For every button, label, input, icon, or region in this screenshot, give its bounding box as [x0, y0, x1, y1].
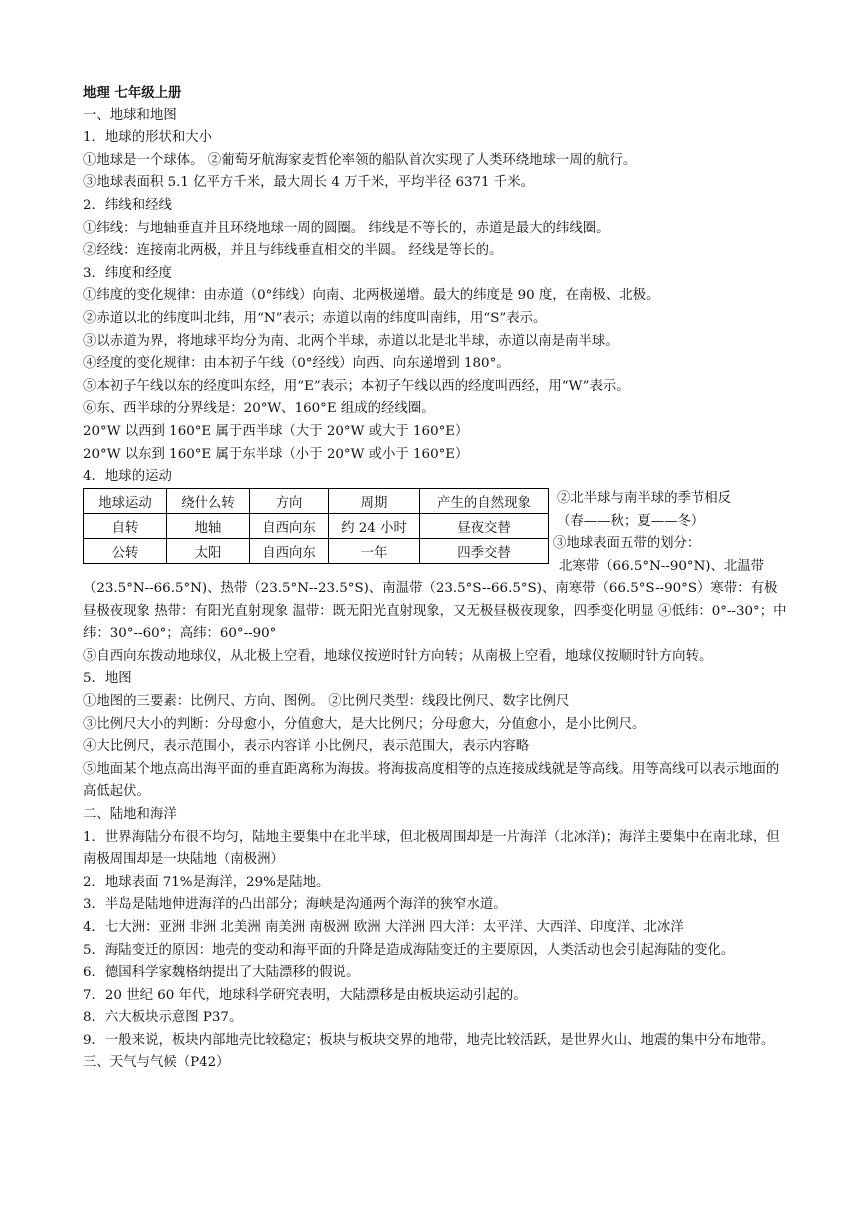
table-cell: 自西向东 — [250, 514, 329, 539]
text-line: ③地球表面积 5.1 亿平方千米，最大周长 4 万千米，平均半径 6371 千米。 — [83, 175, 534, 191]
text-line: 20°W 以西到 160°E 属于西半球（大于 20°W 或大于 160°E） — [83, 423, 469, 439]
text-line: 4．七大洲：亚洲 非洲 北美洲 南美洲 南极洲 欧洲 大洋洲 四大洋：太平洋、大西洋、印度洋、北冰洋 — [83, 919, 684, 935]
land-paragraph: 1．世界海陆分布很不均匀，陆地主要集中在北半球，但北极周围却是一片海洋（北冰洋)；海洋主要集中在南北球，但南极周围却是一块陆地（南极洲） — [83, 829, 780, 868]
text-line: 1．地球的形状和大小 — [83, 130, 213, 146]
text-line: ②赤道以北的纬度叫北纬，用“N”表示；赤道以南的纬度叫南纬，用“S”表示。 — [83, 310, 547, 326]
text-line: ④大比例尺，表示范围小，表示内容详 小比例尺，表示范围大，表示内容略 — [83, 739, 530, 755]
text-line: 20°W 以东到 160°E 属于东半球（小于 20°W 或小于 160°E） — [83, 446, 469, 462]
text-line: 6．德国科学家魏格纳提出了大陆漂移的假说。 — [83, 965, 360, 981]
text-line: ③比例尺大小的判断：分母愈小，分值愈大，是大比例尺；分母愈大，分值愈小，是小比例尺。 — [83, 716, 646, 732]
text-line: ②经线：连接南北两极，并且与纬线垂直相交的半圆。 经线是等长的。 — [83, 243, 503, 259]
side-note: ②北半球与南半球的季节相反 — [557, 491, 732, 506]
text-line: ④经度的变化规律：由本初子午线（0°经线）向西、向东递增到 180°。 — [83, 356, 510, 372]
text-line: 7．20 世纪 60 年代，地球科学研究表明，大陆漂移是由板块运动引起的。 — [83, 987, 527, 1003]
season-notes — [553, 488, 764, 578]
text-line: ⑥东、西半球的分界线是：20°W、160°E 组成的经线圈。 — [83, 401, 435, 417]
side-note: 北寒带（66.5°N--90°N)、北温带 — [559, 558, 765, 574]
table-row — [84, 539, 549, 564]
text-line: ①纬度的变化规律：由赤道（0°纬线）向南、北两极递增。最大的纬度是 90 度，在南极、北极。 — [83, 288, 660, 304]
table-row — [84, 514, 549, 539]
text-line: 3．纬度和经度 — [83, 265, 172, 281]
text-line: ①地图的三要素：比例尺、方向、图例。 ②比例尺类型：线段比例尺、数字比例尺 — [83, 693, 570, 709]
text-line: 2．纬线和经线 — [83, 197, 172, 213]
section-heading: 二、陆地和海洋 — [83, 806, 177, 822]
text-line: ①纬线：与地轴垂直并且环绕地球一周的圆圈。 纬线是不等长的，赤道是最大的纬线圈。 — [83, 220, 610, 236]
table-header-cell: 产生的自然现象 — [420, 489, 549, 514]
table-cell: 昼夜交替 — [420, 514, 549, 539]
lower-section — [83, 578, 787, 1075]
land-change-paragraph: 5．海陆变迁的原因：地壳的变动和海平面的升降是造成海陆变迁的主要原因，人类活动也会引起海陆的变化。 — [83, 942, 735, 958]
text-line: ⑤自西向东拨动地球仪，从北极上空看，地球仪按逆时针方向转；从南极上空看，地球仪按顺时针方向转。 — [83, 648, 713, 664]
plate-paragraph: 9．一般来说，板块内部地壳比较稳定；板块与板块交界的地带，地壳比较活跃，是世界火山、地震的集中分布地带。 — [83, 1032, 775, 1048]
side-note: ③地球表面五带的划分： — [553, 536, 701, 552]
text-line: ①地球是一个球体。 ②葡萄牙航海家麦哲伦率领的船队首次实现了人类环绕地球一周的航行。 — [83, 152, 637, 168]
table-cell: 自转 — [84, 514, 167, 539]
text-line: 8．六大板块示意图 P37。 — [83, 1010, 243, 1026]
table-header-cell: 周期 — [329, 489, 420, 514]
document-title: 地理 七年级上册 — [83, 85, 182, 101]
table-cell: 太阳 — [167, 539, 250, 564]
table-header-cell: 方向 — [250, 489, 329, 514]
contour-paragraph: ⑤地面某个地点高出海平面的垂直距离称为海拔。将海拔高度相等的点连接成线就是等高线。用等高线可以表示地面的高低起伏。 — [83, 761, 780, 800]
table-cell: 自西向东 — [250, 539, 329, 564]
document-page — [83, 82, 787, 1071]
text-line: 4．地球的运动 — [83, 469, 172, 485]
text-line: ⑤本初子午线以东的经度叫东经，用“E”表示；本初子午线以西的经度叫西经，用“W”表示。 — [83, 378, 630, 394]
text-line: 2．地球表面 71%是海洋，29%是陆地。 — [83, 874, 330, 890]
table-cell: 一年 — [329, 539, 420, 564]
text-line: 3．半岛是陆地伸进海洋的凸出部分；海峡是沟通两个海洋的狭窄水道。 — [83, 897, 507, 913]
table-header-cell: 绕什么转 — [167, 489, 250, 514]
table-header-cell: 地球运动 — [84, 489, 167, 514]
text-line: ③以赤道为界，将地球平均分为南、北两个半球，赤道以北是北半球，赤道以南是南半球。 — [83, 333, 619, 349]
top-lines — [83, 105, 783, 489]
table-cell: 四季交替 — [420, 539, 549, 564]
earth-motion-table — [83, 488, 549, 564]
table-cell: 地轴 — [167, 514, 250, 539]
side-note: （春——秋；夏——冬） — [557, 513, 705, 529]
text-line: 5．地图 — [83, 671, 132, 687]
zones-paragraph: （23.5°N--66.5°N)、热带（23.5°N--23.5°S)、南温带（23.5°S--66.5°S)、南寒带（66.5°S--90°S）寒带：有极昼极夜现象 热带：有阳光直射现象 温带：既无阳光直射现象，又无极昼极夜现象，四季变化明显 ④低纬：0°--30°；中纬：30°--60°；高纬：60°--90° — [83, 581, 787, 642]
text-line: 一、地球和地图 — [83, 107, 177, 123]
table-header-row — [84, 489, 549, 514]
table-cell: 公转 — [84, 539, 167, 564]
section-heading: 三、天气与气候（P42） — [83, 1055, 230, 1071]
table-cell: 约 24 小时 — [329, 514, 420, 539]
